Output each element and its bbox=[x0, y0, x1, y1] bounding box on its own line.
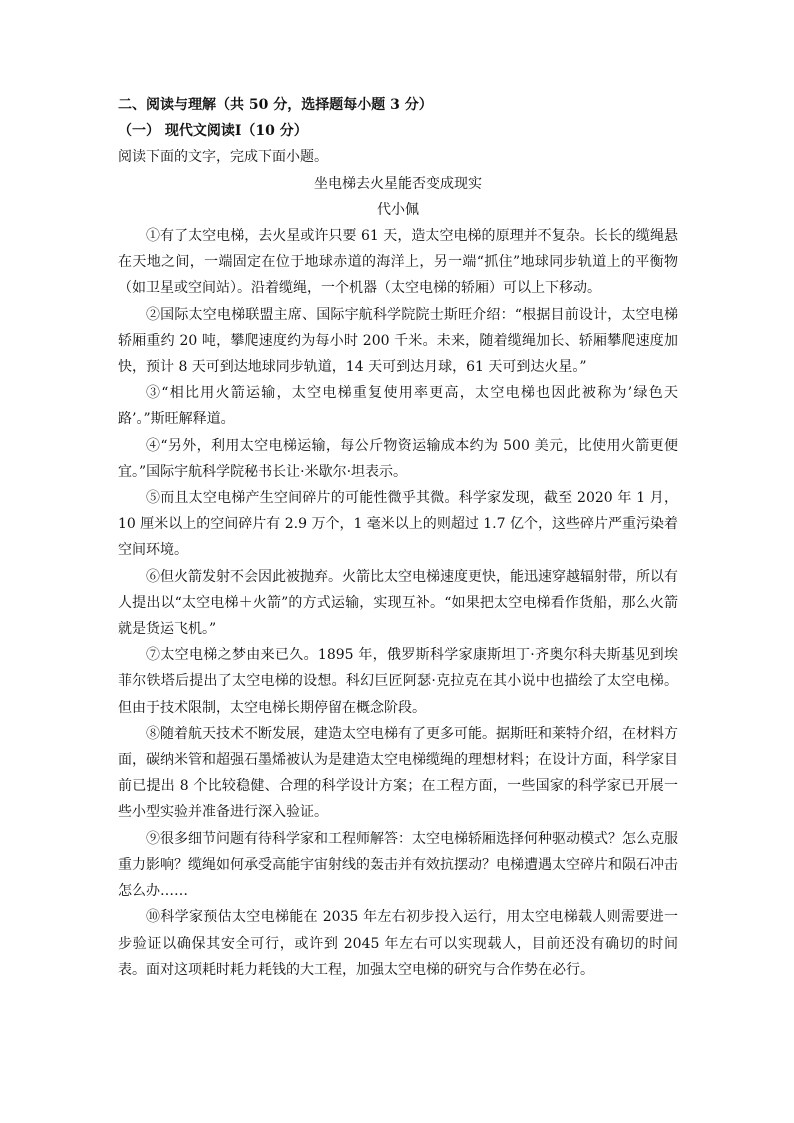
paragraph-1: ①有了太空电梯，去火星或许只要 61 天，造太空电梯的原理并不复杂。长长的缆绳悬在天地之间，一端固定在位于地球赤道的海洋上，另一端“抓住”地球同步轨道上的平衡物（如卫星或空间站）。沿着缆绳，一个机器（太空电梯的轿厢）可以上下移动。 bbox=[118, 228, 678, 297]
section-heading: 二、阅读与理解（共 50 分，选择题每小题 3 分） bbox=[118, 97, 433, 113]
instruction-text: 阅读下面的文字，完成下面小题。 bbox=[118, 149, 328, 166]
paragraph-6: ⑥但火箭发射不会因此被抛弃。火箭比太空电梯速度更快，能迅速穿越辐射带，所以有人提出以“太空电梯＋火箭”的方式运输，实现互补。“如果把太空电梯看作货船，那么火箭就是货运飞机。” bbox=[118, 568, 678, 638]
paragraph-10: ⑩科学家预估太空电梯能在 2035 年左右初步投入运行，用太空电梯载人则需要进一步验证以确保其安全可行，或许到 2045 年左右可以实现载人，目前还没有确切的时间表。面对这项耗时耗力耗钱的大工程，加强太空电梯的研究与合作势在必行。 bbox=[118, 909, 678, 978]
paragraph-7: ⑦太空电梯之梦由来已久。1895 年，俄罗斯科学家康斯坦丁·齐奥尔科夫斯基见到埃菲尔铁塔后提出了太空电梯的设想。科幻巨匠阿瑟·克拉克在其小说中也描绘了太空电梯。但由于技术限制，太空电梯长期停留在概念阶段。 bbox=[118, 647, 678, 716]
paragraph-8: ⑧随着航天技术不断发展，建造太空电梯有了更多可能。据斯旺和莱特介绍，在材料方面，碳纳米管和超强石墨烯被认为是建造太空电梯缆绳的理想材料；在设计方面，科学家目前已提出 8 个比较稳健、合理的科学设计方案；在工程方面，一些国家的科学家已开展一些小型实验并准备进行深入验证。 bbox=[118, 725, 678, 821]
paragraph-5: ⑤而且太空电梯产生空间碎片的可能性微乎其微。科学家发现，截至 2020 年 1 月，10 厘米以上的空间碎片有 2.9 万个，1 毫米以上的则超过 1.7 亿个，这些碎片严重污染着空间环境。 bbox=[118, 490, 678, 559]
paragraph-9: ⑨很多细节问题有待科学家和工程师解答：太空电梯轿厢选择何种驱动模式？怎么克服重力影响？缆绳如何承受高能宇宙射线的轰击并有效抗摆动？电梯遭遇太空碎片和陨石冲击怎么办…… bbox=[118, 830, 678, 900]
article-title: 坐电梯去火星能否变成现实 bbox=[314, 175, 482, 192]
article-author: 代小佩 bbox=[377, 201, 419, 218]
document-page bbox=[118, 92, 678, 983]
paragraph-4: ④“另外，利用太空电梯运输，每公斤物资运输成本约为 500 美元，比使用火箭更便宜。”国际宇航科学院秘书长让·米歇尔·坦表示。 bbox=[118, 437, 678, 480]
paragraph-3: ③“相比用火箭运输，太空电梯重复使用率更高，太空电梯也因此被称为’绿色天路’。”斯旺解释道。 bbox=[118, 385, 678, 428]
subsection-heading: （一） 现代文阅读Ⅰ（10 分） bbox=[118, 123, 308, 140]
paragraph-2: ②国际太空电梯联盟主席、国际宇航科学院院士斯旺介绍：“根据目前设计，太空电梯轿厢重约 20 吨，攀爬速度约为每小时 200 千米。未来，随着缆绳加长、轿厢攀爬速度加快，预计 8 天可到达地球同步轨道，14 天可到达月球，61 天可到达火星。” bbox=[118, 306, 678, 376]
